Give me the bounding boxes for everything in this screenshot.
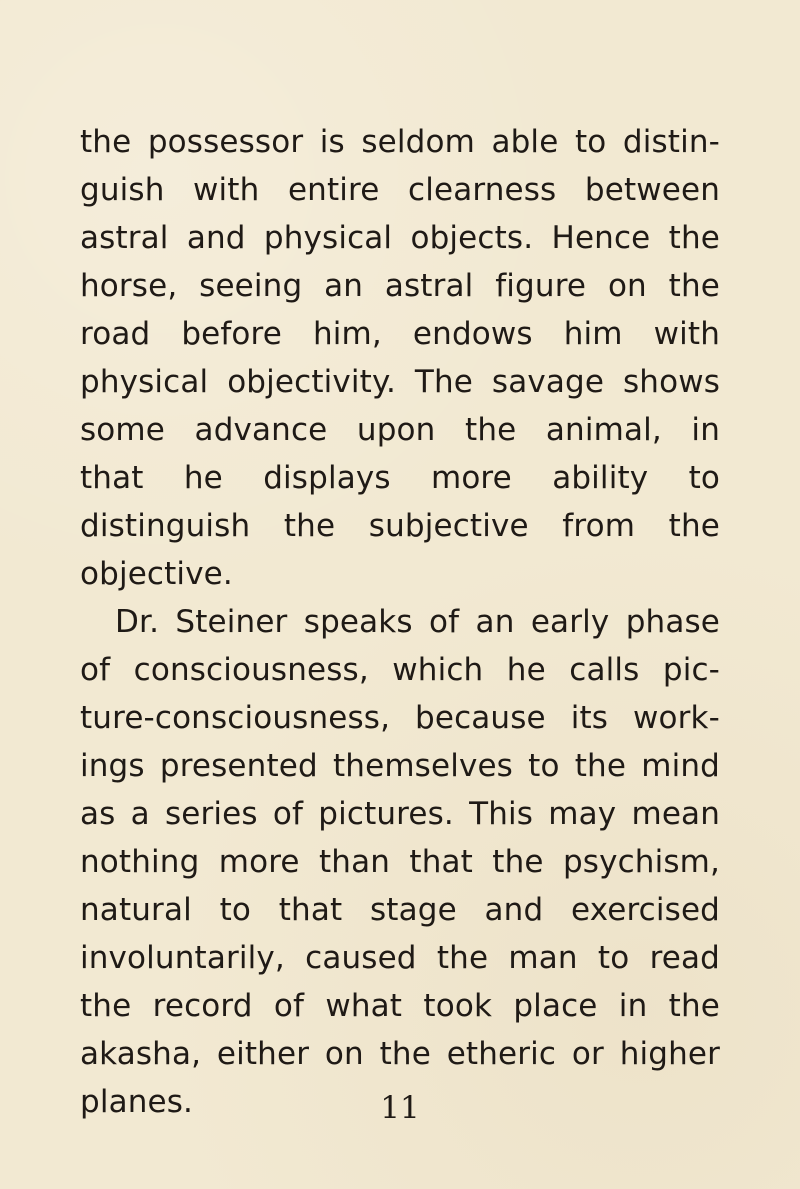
page-number: 11 bbox=[380, 1090, 420, 1126]
text-line: road before him, endows him with bbox=[80, 316, 720, 352]
text-line: akasha, either on the etheric or higher bbox=[80, 1036, 720, 1072]
text-line: that he displays more ability to bbox=[80, 460, 720, 496]
text-line: ings presented themselves to the mind bbox=[80, 748, 720, 784]
text-line: ture-consciousness, because its work- bbox=[80, 700, 720, 736]
text-line: nothing more than that the psychism, bbox=[80, 844, 720, 880]
text-line: involuntarily, caused the man to read bbox=[80, 940, 720, 976]
text-line: of consciousness, which he calls pic- bbox=[80, 652, 720, 688]
text-line: as a series of pictures. This may mean bbox=[80, 796, 720, 832]
text-line: planes. bbox=[80, 1084, 194, 1120]
text-line: guish with entire clearness between bbox=[80, 172, 720, 208]
text-line: objective. bbox=[80, 556, 233, 592]
text-line: the possessor is seldom able to distin- bbox=[80, 124, 720, 160]
text-line: physical objectivity. The savage shows bbox=[80, 364, 720, 400]
text-line: horse, seeing an astral figure on the bbox=[80, 268, 720, 304]
text-line: the record of what took place in the bbox=[80, 988, 720, 1024]
text-line: natural to that stage and exercised bbox=[80, 892, 720, 928]
body-text bbox=[80, 118, 720, 1126]
text-line: some advance upon the animal, in bbox=[80, 412, 720, 448]
paragraph-start-line: Dr. Steiner speaks of an early phase bbox=[115, 604, 720, 640]
text-line: astral and physical objects. Hence the bbox=[80, 220, 720, 256]
text-line: distinguish the subjective from the bbox=[80, 508, 720, 544]
